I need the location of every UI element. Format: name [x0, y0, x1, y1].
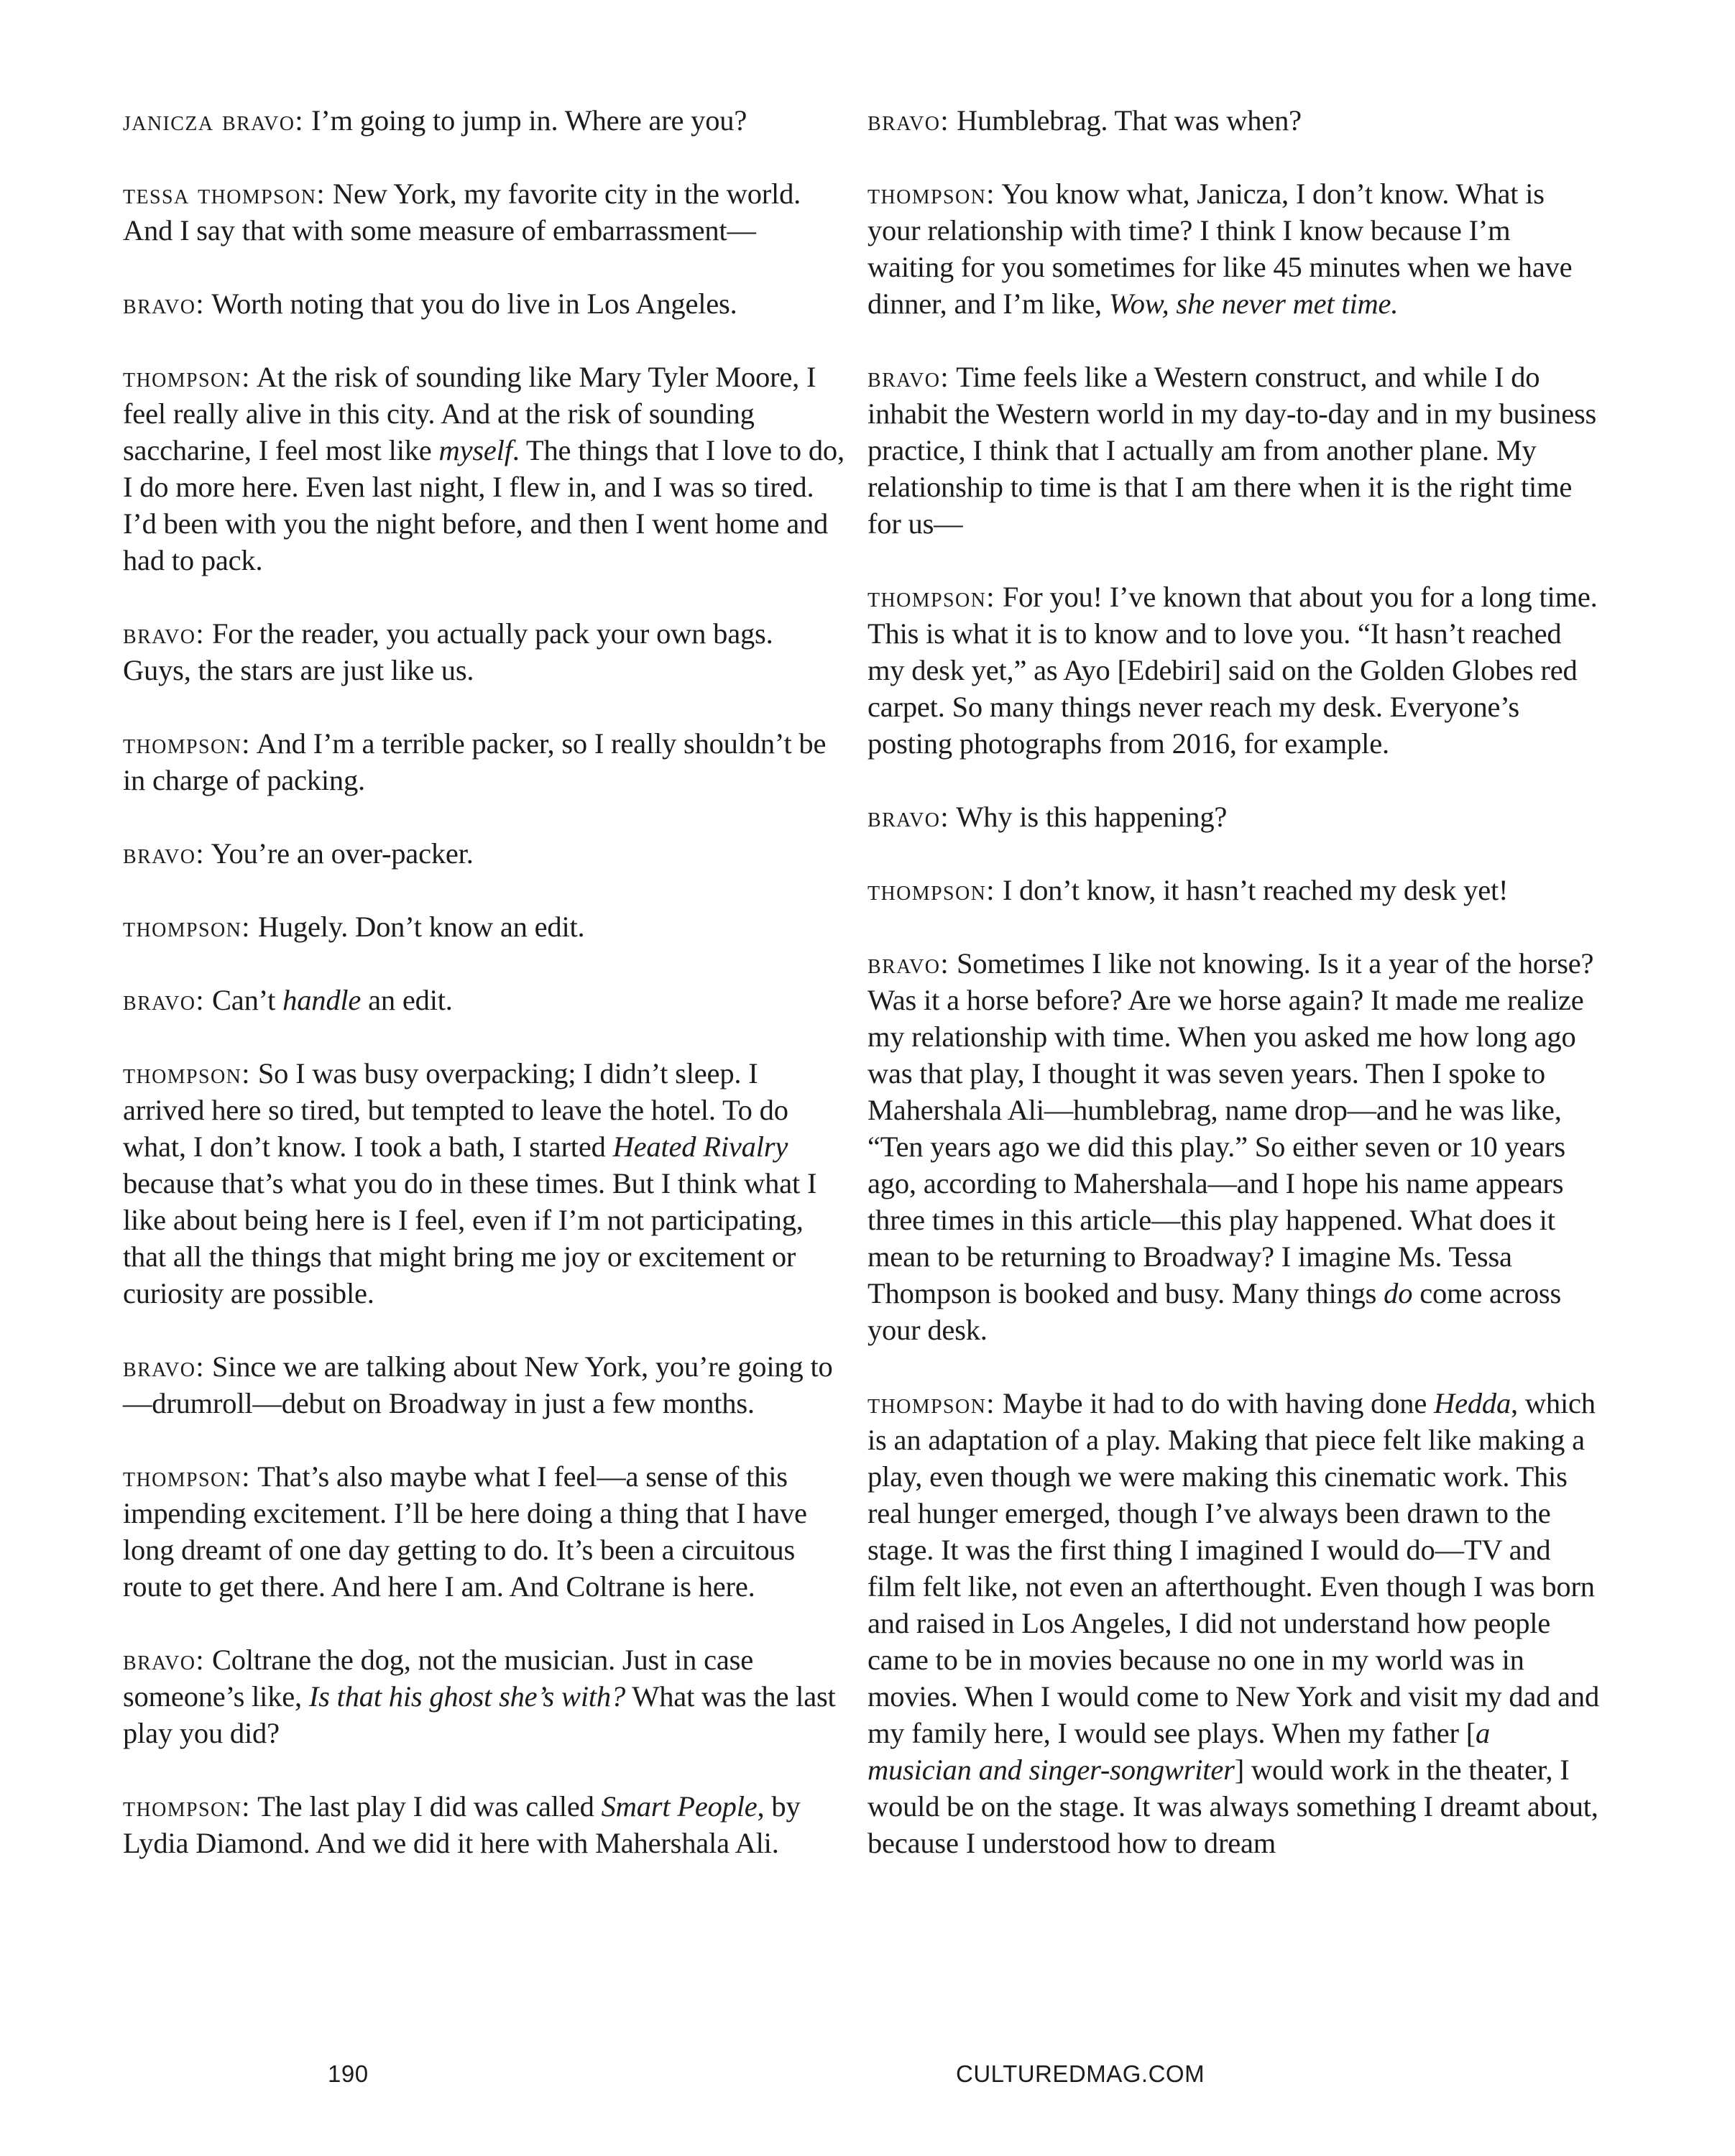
- paragraph-text: For the reader, you actually pack your own bags. Guys, the stars are just like us.: [123, 617, 773, 686]
- interview-paragraph: [123, 175, 845, 249]
- interview-paragraph: [123, 615, 845, 688]
- interview-paragraph: [123, 1055, 845, 1312]
- paragraph-text: Worth noting that you do live in Los Angeles.: [205, 287, 737, 320]
- page-number: 190: [328, 2060, 369, 2087]
- paragraph-text: You know what, Janicza, I don’t know. What is your relationship with time? I think I know because I’m waiting for you sometimes for like 45 minutes when we have dinner, and I’m like,: [868, 178, 1573, 320]
- italic-text: Wow, she never met time.: [1108, 287, 1399, 320]
- paragraph-text: New York, my favorite city in the world. And I say that with some measure of embarrassment—: [123, 178, 801, 247]
- paragraph-text: Maybe it had to do with having done: [995, 1387, 1435, 1419]
- interview-paragraph: [123, 102, 845, 139]
- speaker-label: bravo:: [123, 1350, 206, 1383]
- paragraph-text: Since we are talking about New York, you’re going to—drumroll—debut on Broadway in just a few months.: [123, 1350, 833, 1419]
- speaker-label: bravo:: [123, 287, 206, 320]
- interview-paragraph: [123, 835, 845, 872]
- speaker-label: thompson:: [123, 911, 251, 943]
- italic-text: do: [1384, 1277, 1413, 1309]
- interview-paragraph: [868, 102, 1601, 139]
- paragraph-text: ] would work in the theater, I would be on the stage. It was always something I dreamt about, because I understood how to dream: [868, 1754, 1598, 1859]
- paragraph-text: Time feels like a Western construct, and while I do inhabit the Western world in my day-to-day and in my business practice, I think that I actually am from another plane. My relationship to time is that I am there when it is the right time for us—: [868, 361, 1597, 540]
- speaker-label: tessa thompson:: [123, 178, 326, 210]
- speaker-label: bravo:: [868, 801, 950, 833]
- paragraph-text: I don’t know, it hasn’t reached my desk yet!: [995, 874, 1509, 906]
- speaker-label: janicza bravo:: [123, 104, 305, 137]
- italic-text: handle: [282, 984, 362, 1016]
- paragraph-text: , which is an adaptation of a play. Making that piece felt like making a play, even though we were making this cinematic work. This real hunger emerged, though I’ve always been drawn to the stage. It was the first thing I imagined I would do—TV and film felt like, not even an afterthought. Even though I was born and raised in Los Angeles, I did not understand how people came to be in movies because no one in my world was in movies. When I would come to New York and visit my dad and my family here, I would see plays. When my father [: [868, 1387, 1600, 1749]
- paragraph-text: Coltrane the dog, not the musician. Just in case someone’s like,: [123, 1644, 753, 1713]
- interview-paragraph: [123, 1641, 845, 1751]
- speaker-label: thompson:: [868, 581, 995, 613]
- speaker-label: thompson:: [868, 874, 995, 906]
- interview-paragraph: [868, 798, 1601, 835]
- interview-paragraph: [868, 1385, 1601, 1861]
- interview-paragraph: [868, 359, 1601, 542]
- paragraph-text: You’re an over-packer.: [205, 837, 474, 870]
- paragraph-text: Why is this happening?: [949, 801, 1228, 833]
- paragraph-text: Hugely. Don’t know an edit.: [250, 911, 585, 943]
- interview-paragraph: [123, 359, 845, 579]
- speaker-label: bravo:: [123, 837, 206, 870]
- italic-text: myself: [438, 434, 512, 466]
- paragraph-text: So I was busy overpacking; I didn’t sleep. I arrived here so tired, but tempted to leave the hotel. To do what, I don’t know. I took a bath, I started: [123, 1057, 788, 1163]
- speaker-label: bravo:: [123, 617, 206, 650]
- paragraph-text: . The things that I love to do, I do more here. Even last night, I flew in, and I was so tired. I’d been with you the night before, and then I went home and had to pack.: [123, 434, 845, 576]
- speaker-label: thompson:: [123, 1057, 251, 1089]
- paragraph-text: For you! I’ve known that about you for a long time. This is what it is to know and to love you. “It hasn’t reached my desk yet,” as Ayo [Edebiri] said on the Golden Globes red carpet. So many things never reach my desk. Everyone’s posting photographs from 2016, for example.: [868, 581, 1598, 760]
- speaker-label: bravo:: [868, 947, 950, 980]
- speaker-label: thompson:: [123, 727, 251, 760]
- interview-paragraph: [123, 908, 845, 945]
- interview-paragraph: [868, 945, 1601, 1348]
- paragraph-text: come across your desk.: [868, 1277, 1562, 1346]
- italic-text: Hedda: [1434, 1387, 1511, 1419]
- speaker-label: thompson:: [123, 361, 251, 393]
- speaker-label: bravo:: [868, 104, 950, 137]
- interview-paragraph: [868, 579, 1601, 762]
- interview-paragraph: [123, 1788, 845, 1861]
- interview-paragraph: [123, 725, 845, 798]
- italic-text: Heated Rivalry: [612, 1130, 788, 1163]
- paragraph-text: At the risk of sounding like Mary Tyler Moore, I feel really alive in this city. And at the risk of sounding saccharine, I feel most like: [123, 361, 816, 466]
- speaker-label: bravo:: [123, 1644, 206, 1676]
- italic-text: Smart People: [601, 1790, 758, 1823]
- interview-paragraph: [868, 872, 1601, 908]
- paragraph-text: Humblebrag. That was when?: [949, 104, 1302, 137]
- paragraph-text: an edit.: [361, 984, 453, 1016]
- italic-text: Is that his ghost she’s with?: [308, 1680, 626, 1713]
- paragraph-text: I’m going to jump in. Where are you?: [304, 104, 747, 137]
- paragraph-text: The last play I did was called: [250, 1790, 602, 1823]
- interview-paragraph: [123, 982, 845, 1018]
- speaker-label: bravo:: [868, 361, 950, 393]
- italic-text: a musician and singer-songwriter: [868, 1717, 1491, 1786]
- right-column: [868, 102, 1601, 1898]
- interview-paragraph: [123, 1348, 845, 1422]
- speaker-label: thompson:: [868, 1387, 995, 1419]
- interview-paragraph: [123, 285, 845, 322]
- site-url: CULTUREDMAG.COM: [956, 2060, 1205, 2087]
- speaker-label: thompson:: [868, 178, 995, 210]
- speaker-label: thompson:: [123, 1790, 251, 1823]
- left-column: [123, 102, 845, 1898]
- paragraph-text: Sometimes I like not knowing. Is it a year of the horse? Was it a horse before? Are we horse again? It made me realize my relationship with time. When you asked me how long ago was that play, I thought it was seven years. Then I spoke to Mahershala Ali—humblebrag, name drop—and he was like, “Ten years ago we did this play.” So either seven or 10 years ago, according to Mahershala—and I hope his name appears three times in this article—this play happened. What does it mean to be returning to Broadway? I imagine Ms. Tessa Thompson is booked and busy. Many things: [868, 947, 1594, 1309]
- paragraph-text: , by Lydia Diamond. And we did it here with Mahershala Ali.: [123, 1790, 801, 1859]
- speaker-label: thompson:: [123, 1460, 251, 1493]
- paragraph-text: because that’s what you do in these times. But I think what I like about being here is I feel, even if I’m not participating, that all the things that might bring me joy or excitement or curiosity are possible.: [123, 1167, 817, 1309]
- interview-paragraph: [868, 175, 1601, 322]
- paragraph-text: What was the last play you did?: [123, 1680, 836, 1749]
- speaker-label: bravo:: [123, 984, 206, 1016]
- paragraph-text: And I’m a terrible packer, so I really shouldn’t be in charge of packing.: [123, 727, 827, 796]
- paragraph-text: Can’t: [205, 984, 283, 1016]
- paragraph-text: That’s also maybe what I feel—a sense of this impending excitement. I’ll be here doing a thing that I have long dreamt of one day getting to do. It’s been a circuitous route to get there. And here I am. And Coltrane is here.: [123, 1460, 807, 1603]
- interview-paragraph: [123, 1458, 845, 1605]
